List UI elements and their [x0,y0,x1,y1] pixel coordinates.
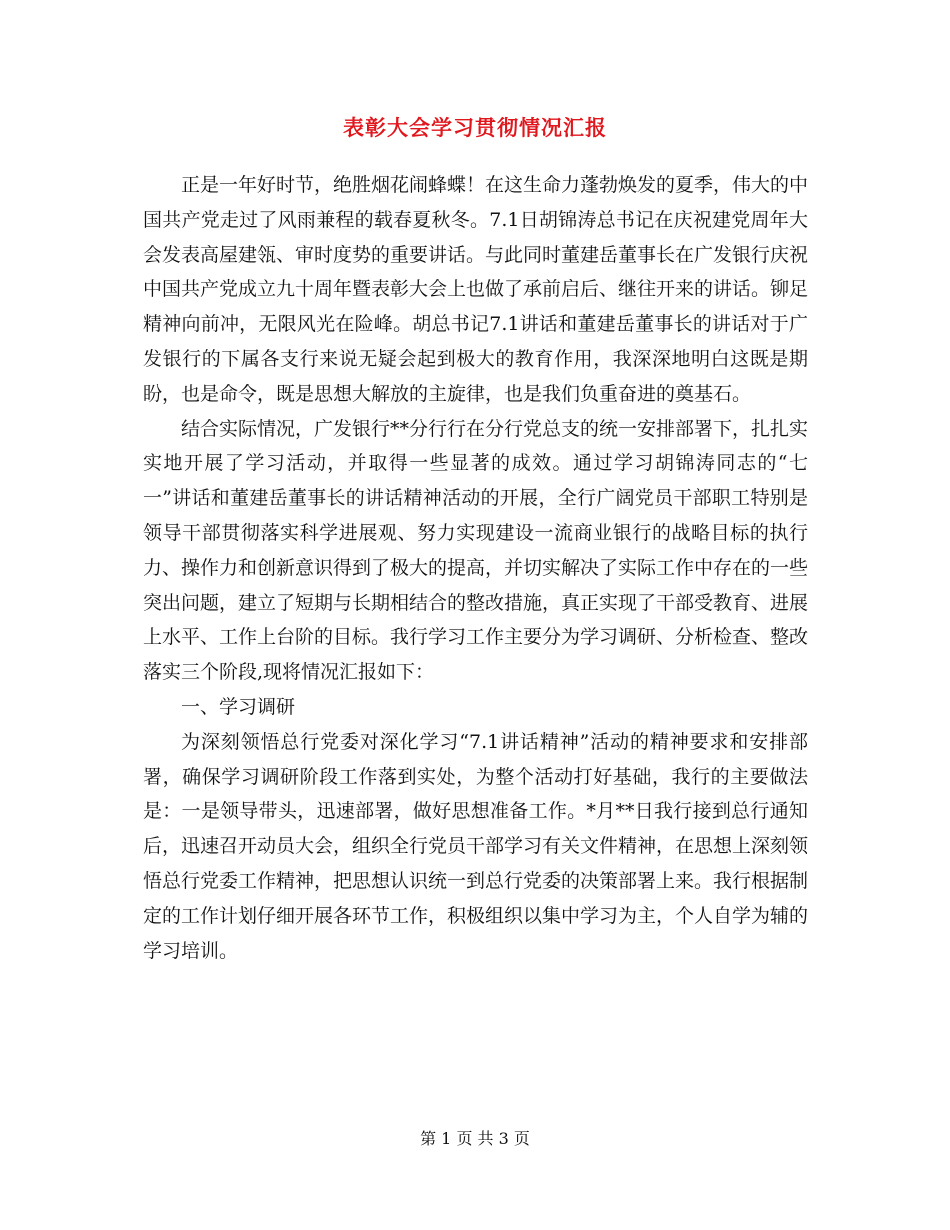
paragraph-study-research: 为深刻领悟总行党委对深化学习“7.1讲话精神”活动的精神要求和安排部署，确保学习调研阶段工作落到实处，为整个活动打好基础，我行的主要做法是：一是领导带头，迅速部署，做好思想准备工作。*月**日我行接到总行通知后，迅速召开动员大会，组织全行党员干部学习有关文件精神，在思想上深刻领悟总行党委工作精神，把思想认识统一到总行党委的决策部署上来。我行根据制定的工作计划仔细开展各环节工作，积极组织以集中学习为主，个人自学为辅的学习培训。 [143,730,809,962]
paragraph-overview: 结合实际情况，广发银行**分行行在分行党总支的统一安排部署下，扎扎实实地开展了学习活动，并取得一些显著的成效。通过学习胡锦涛同志的“七一”讲话和董建岳董事长的讲话精神活动的开展，全行广阔党员干部职工特别是领导干部贯彻落实科学进展观、努力实现建设一流商业银行的战略目标的执行力、操作力和创新意识得到了极大的提高，并切实解决了实际工作中存在的一些突出问题，建立了短期与长期相结合的整改措施，真正实现了干部受教育、进展上水平、工作上台阶的目标。我行学习工作主要分为学习调研、分析检查、整改落实三个阶段,现将情况汇报如下： [143,417,809,684]
paragraph-intro: 正是一年好时节，绝胜烟花闹蜂蝶！在这生命力蓬勃焕发的夏季，伟大的中国共产党走过了风雨兼程的载春夏秋冬。7.1日胡锦涛总书记在庆祝建党周年大会发表高屋建瓴、审时度势的重要讲话。与此同时董建岳董事长在广发银行庆祝中国共产党成立九十周年暨表彰大会上也做了承前启后、继往开来的讲话。铆足精神向前冲，无限风光在险峰。胡总书记7.1讲话和董建岳董事长的讲话对于广发银行的下属各支行来说无疑会起到极大的教育作用，我深深地明白这既是期盼，也是命令，既是思想大解放的主旋律，也是我们负重奋进的奠基石。 [143,174,809,405]
document-title: 表彰大会学习贯彻情况汇报 [343,115,607,140]
section-heading-study-research: 一、学习调研 [181,695,296,718]
document-body [143,168,808,968]
page-number-footer: 第 1 页 共 3 页 [420,1129,530,1148]
